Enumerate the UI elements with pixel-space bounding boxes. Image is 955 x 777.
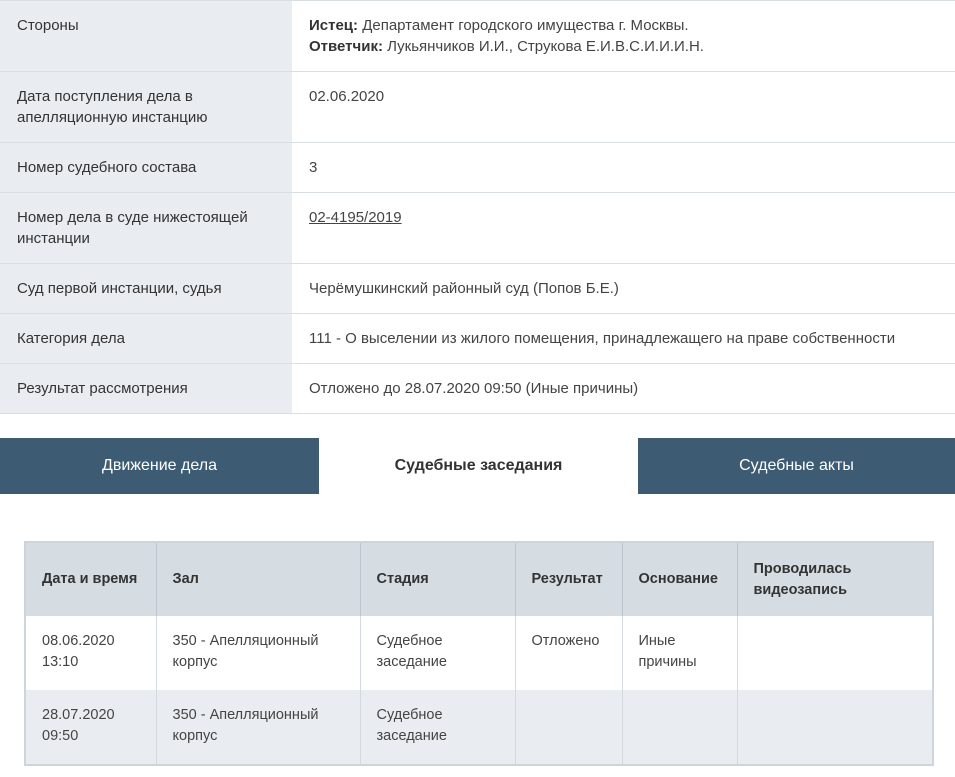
first-court-label: Суд первой инстанции, судья — [0, 264, 292, 314]
column-header: Проводилась видеозапись — [737, 543, 932, 616]
hearings-header-row — [26, 543, 932, 616]
table-row — [26, 690, 932, 764]
category-row — [0, 314, 955, 364]
column-header: Результат — [515, 543, 622, 616]
column-header: Стадия — [360, 543, 515, 616]
plaintiff-value: Департамент городского имущества г. Москвы. — [358, 17, 689, 34]
hearing-video — [737, 690, 932, 764]
defendant-line — [309, 36, 938, 57]
lower-case-label: Номер дела в суде нижестоящей инстанции — [0, 193, 292, 264]
result-value: Отложено до 28.07.2020 09:50 (Иные причины) — [292, 364, 955, 414]
plaintiff-label: Истец: — [309, 17, 359, 34]
appeal-date-row — [0, 72, 955, 143]
parties-row — [0, 1, 955, 72]
hearing-stage: Судебное заседание — [360, 616, 515, 690]
hearing-stage: Судебное заседание — [360, 690, 515, 764]
column-header: Зал — [156, 543, 360, 616]
lower-case-row — [0, 193, 955, 264]
result-label: Результат рассмотрения — [0, 364, 292, 414]
result-row — [0, 364, 955, 414]
tab-court-acts[interactable]: Судебные акты — [638, 438, 955, 494]
table-row — [26, 616, 932, 690]
hearings-table-wrapper — [24, 541, 934, 766]
panel-number-label: Номер судебного состава — [0, 143, 292, 193]
hearing-result: Отложено — [515, 616, 622, 690]
first-court-row — [0, 264, 955, 314]
panel-number-value: 3 — [292, 143, 955, 193]
tab-case-movement[interactable]: Движение дела — [0, 438, 319, 494]
defendant-label: Ответчик: — [309, 38, 383, 55]
panel-number-row — [0, 143, 955, 193]
hearing-room: 350 - Апелляционный корпус — [156, 690, 360, 764]
hearing-video — [737, 616, 932, 690]
category-label: Категория дела — [0, 314, 292, 364]
tab-court-hearings[interactable]: Судебные заседания — [319, 438, 638, 494]
hearing-datetime: 08.06.2020 13:10 — [26, 616, 156, 690]
lower-case-link[interactable]: 02-4195/2019 — [309, 209, 402, 226]
hearings-table — [26, 543, 932, 764]
hearing-room: 350 - Апелляционный корпус — [156, 616, 360, 690]
lower-case-cell — [292, 193, 955, 264]
case-tabs — [0, 438, 955, 494]
plaintiff-line — [309, 15, 938, 36]
hearing-datetime: 28.07.2020 09:50 — [26, 690, 156, 764]
hearing-result — [515, 690, 622, 764]
appeal-date-value: 02.06.2020 — [292, 72, 955, 143]
hearing-reason: Иные причины — [622, 616, 737, 690]
appeal-date-label: Дата поступления дела в апелляционную инстанцию — [0, 72, 292, 143]
category-value: 111 - О выселении из жилого помещения, принадлежащего на праве собственности — [292, 314, 955, 364]
column-header: Дата и время — [26, 543, 156, 616]
parties-label: Стороны — [0, 1, 292, 72]
first-court-value: Черёмушкинский районный суд (Попов Б.Е.) — [292, 264, 955, 314]
hearing-reason — [622, 690, 737, 764]
parties-value — [292, 1, 955, 72]
column-header: Основание — [622, 543, 737, 616]
defendant-value: Лукьянчиков И.И., Струкова Е.И.В.С.И.И.И.Н. — [382, 38, 704, 55]
